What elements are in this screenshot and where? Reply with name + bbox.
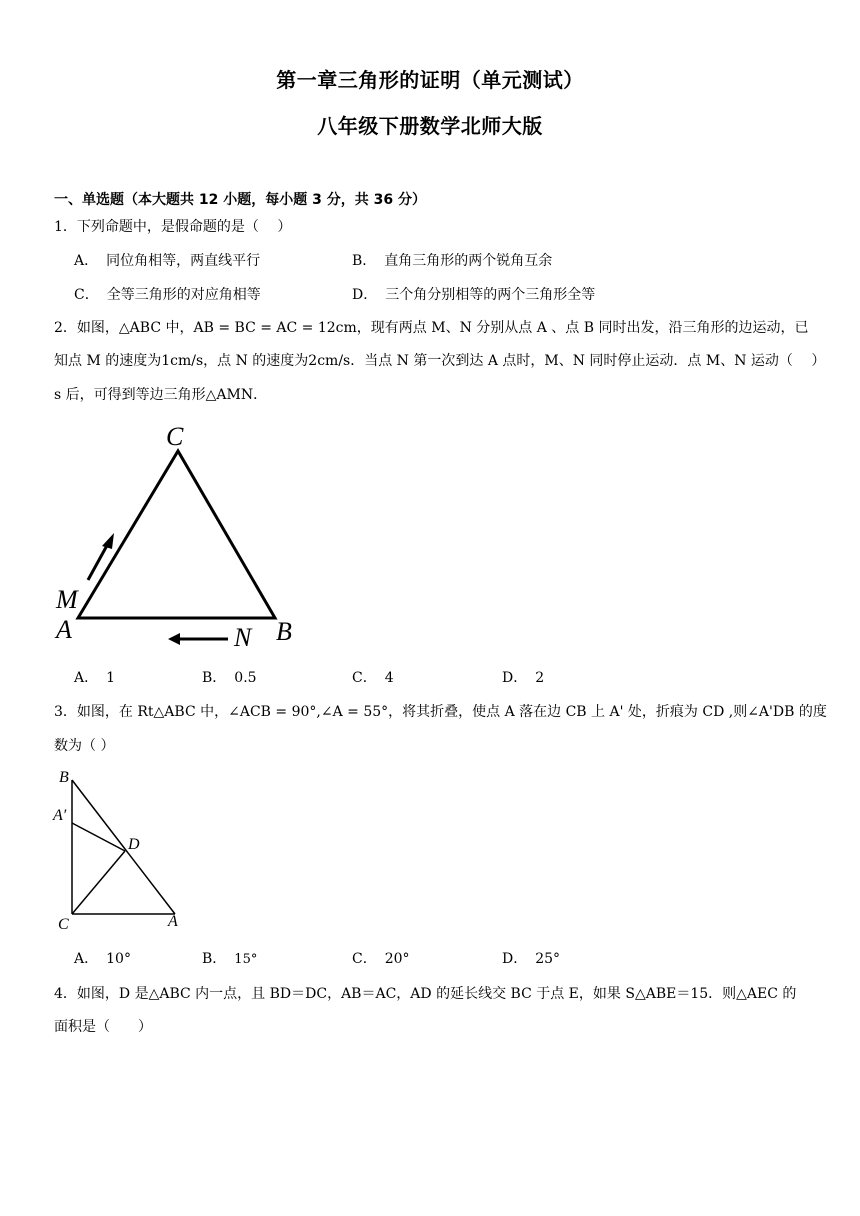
option-text: 三个角分别相等的两个三角形全等: [385, 287, 596, 303]
label-c: C: [58, 916, 69, 933]
q1-stem: 1．下列命题中，是假命题的是（ ）: [54, 219, 292, 235]
option-text: 1: [106, 670, 116, 686]
option-text: 25°: [535, 951, 561, 967]
segment-cd: [72, 851, 125, 914]
q3-option-a: [74, 949, 131, 969]
option-text: 同位角相等，两直线平行: [106, 253, 261, 269]
label-b: B: [276, 617, 292, 646]
q3-option-b: [202, 949, 257, 970]
option-label: B．: [352, 253, 377, 269]
label-m: M: [56, 585, 78, 614]
option-label: A．: [74, 951, 99, 967]
q3-option-c: [352, 949, 410, 969]
option-text: 直角三角形的两个锐角互余: [384, 253, 553, 269]
arrow-n-head: [168, 633, 180, 645]
option-label: D．: [352, 287, 378, 303]
option-label: A．: [74, 670, 99, 686]
q3-stem-line2: 数为（ ）: [54, 738, 115, 754]
q1-option-b: [352, 251, 552, 271]
option-label: A．: [74, 253, 99, 269]
label-a: A: [168, 913, 178, 930]
q2-option-d: [502, 668, 544, 688]
triangle-abc: [78, 451, 275, 618]
label-b: B: [59, 769, 69, 786]
option-label: D．: [502, 951, 528, 967]
option-label: D．: [502, 670, 528, 686]
q4-stem-line1: 4．如图，D 是△ABC 内一点，且 BD＝DC，AB＝AC，AD 的延长线交 BC 于点 E，如果 S△ABE＝15．则△AEC 的: [54, 986, 797, 1002]
document-subtitle: 八年级下册数学北师大版: [317, 114, 543, 138]
segment-a1d: [72, 823, 125, 851]
option-text: 2: [535, 670, 545, 686]
q1-option-a: [74, 251, 260, 271]
option-text: 0.5: [234, 670, 257, 686]
q3-option-d: [502, 949, 560, 969]
q2-option-c: [352, 668, 394, 688]
q2-stem-line1: 2．如图，△ABC 中，AB = BC = AC = 12cm，现有两点 M、N 分别从点 A 、点 B 同时出发，沿三角形的边运动，已: [54, 320, 809, 336]
q2-triangle-figure: [50, 418, 310, 658]
q2-stem-line2: 知点 M 的速度为1cm/s，点 N 的速度为2cm/s．当点 N 第一次到达 A 点时，M、N 同时停止运动．点 M、N 运动（ ）: [54, 353, 826, 369]
segment-ba: [72, 780, 175, 914]
option-label: C．: [74, 287, 99, 303]
q2-stem-line3: s 后，可得到等边三角形△AMN．: [54, 387, 268, 403]
q4-stem-line2: 面积是（ ）: [54, 1019, 152, 1035]
option-text: 4: [384, 670, 394, 686]
q3-stem-line1: 3．如图，在 Rt△ABC 中，∠ACB = 90°,∠A = 55°，将其折叠，使点 A 落在边 CB 上 A' 处，折痕为 CD ,则∠A'DB 的度: [54, 704, 827, 720]
option-label: B．: [202, 670, 227, 686]
q1-option-d: [352, 285, 595, 305]
arrow-m-head: [102, 533, 114, 549]
option-text: 15°: [234, 952, 258, 967]
label-c: C: [166, 422, 184, 451]
option-text: 20°: [384, 951, 410, 967]
label-a-prime: A′: [53, 807, 67, 824]
document-title: 第一章三角形的证明（单元测试）: [276, 68, 584, 92]
q1-option-c: [74, 285, 261, 305]
option-label: C．: [352, 951, 377, 967]
option-text: 全等三角形的对应角相等: [106, 287, 261, 303]
label-n: N: [234, 623, 252, 652]
option-text: 10°: [106, 951, 131, 967]
q2-option-a: [74, 668, 115, 688]
q3-fold-figure: [50, 765, 190, 935]
label-a: A: [56, 615, 72, 644]
label-d: D: [128, 836, 140, 853]
option-label: C．: [352, 670, 377, 686]
section-heading: 一、单选题（本大题共 12 小题，每小题 3 分，共 36 分）: [54, 192, 426, 208]
q2-option-b: [202, 668, 257, 688]
option-label: B．: [202, 951, 227, 967]
